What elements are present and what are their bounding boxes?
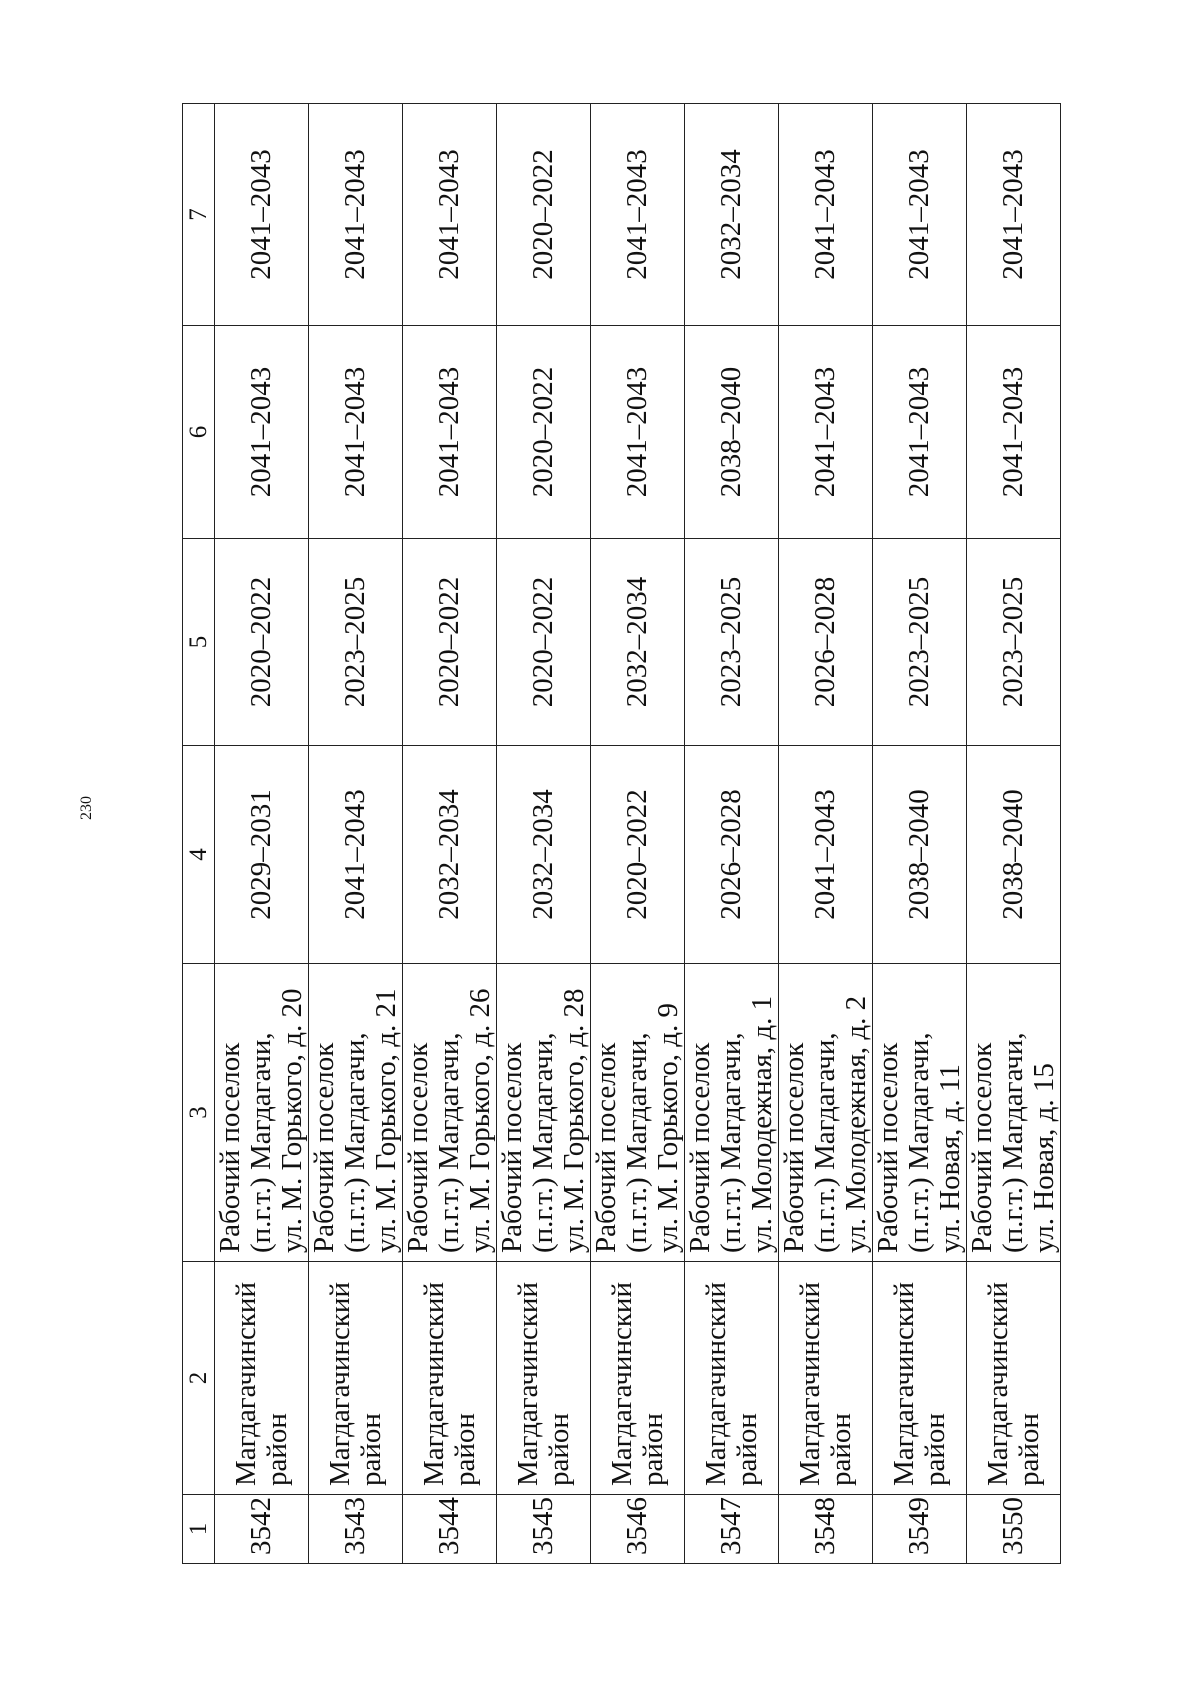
address-settlement: (п.г.т.) Магдагачи, <box>433 1032 465 1253</box>
address-cell <box>685 964 779 1262</box>
period-value: 2041–2043 <box>809 149 841 280</box>
row-number: 3545 <box>527 1497 559 1555</box>
row-number-cell <box>967 1495 1061 1564</box>
address-settlement: (п.г.т.) Магдагачи, <box>621 1032 653 1253</box>
district-name: Магдагачинский <box>981 1282 1014 1486</box>
table-row <box>403 104 497 1564</box>
address-street: ул. Молодежная, д. 1 <box>746 995 778 1253</box>
period-cell-col6 <box>967 326 1061 539</box>
table-row <box>779 104 873 1564</box>
period-value: 2041–2043 <box>339 789 371 920</box>
table-row <box>591 104 685 1564</box>
column-header: 7 <box>183 104 215 326</box>
page-number: 230 <box>78 796 95 820</box>
address-cell <box>779 964 873 1262</box>
row-number-cell <box>215 1495 309 1564</box>
address-cell <box>215 964 309 1262</box>
period-value: 2023–2025 <box>997 576 1029 708</box>
column-header: 4 <box>183 746 215 964</box>
district-type: район <box>918 1413 951 1486</box>
period-value: 2026–2028 <box>715 789 747 920</box>
period-value: 2041–2043 <box>245 366 277 498</box>
period-value: 2023–2025 <box>339 576 371 708</box>
period-cell-col5 <box>309 539 403 746</box>
address-locality: Рабочий поселок <box>966 1042 998 1253</box>
period-cell-col7 <box>309 104 403 326</box>
district-type: район <box>260 1413 293 1486</box>
period-value: 2041–2043 <box>433 366 465 498</box>
period-cell-col7 <box>779 104 873 326</box>
period-value: 2038–2040 <box>903 789 935 920</box>
period-cell-col4 <box>497 746 591 964</box>
table-row <box>873 104 967 1564</box>
period-value: 2041–2043 <box>997 149 1029 280</box>
address-cell <box>591 964 685 1262</box>
period-cell-col4 <box>591 746 685 964</box>
row-number: 3549 <box>903 1497 935 1555</box>
address-street: ул. Молодежная, д. 2 <box>840 995 872 1253</box>
period-value: 2032–2034 <box>433 789 465 920</box>
district-type: район <box>542 1413 575 1486</box>
address-street: ул. М. Горького, д. 28 <box>558 988 590 1253</box>
row-number-cell <box>591 1495 685 1564</box>
address-cell <box>967 964 1061 1262</box>
district-name: Магдагачинский <box>323 1282 356 1486</box>
table-row <box>215 104 309 1564</box>
period-value: 2023–2025 <box>903 576 935 708</box>
row-number: 3543 <box>339 1497 371 1555</box>
period-cell-col6 <box>403 326 497 539</box>
period-value: 2032–2034 <box>715 149 747 280</box>
period-cell-col4 <box>779 746 873 964</box>
column-header: 1 <box>183 1495 215 1564</box>
period-cell-col4 <box>215 746 309 964</box>
period-cell-col4 <box>685 746 779 964</box>
row-number: 3544 <box>433 1497 465 1555</box>
period-value: 2032–2034 <box>527 789 559 920</box>
district-cell <box>497 1262 591 1495</box>
address-street: ул. М. Горького, д. 21 <box>370 988 402 1253</box>
district-name: Магдагачинский <box>699 1282 732 1486</box>
period-value: 2020–2022 <box>433 576 465 708</box>
period-cell-col5 <box>591 539 685 746</box>
address-street: ул. М. Горького, д. 20 <box>276 988 308 1253</box>
period-value: 2020–2022 <box>621 789 653 920</box>
address-cell <box>309 964 403 1262</box>
table-row <box>497 104 591 1564</box>
row-number-cell <box>779 1495 873 1564</box>
address-settlement: (п.г.т.) Магдагачи, <box>997 1032 1029 1253</box>
district-name: Магдагачинский <box>887 1282 920 1486</box>
row-number-cell <box>685 1495 779 1564</box>
address-settlement: (п.г.т.) Магдагачи, <box>715 1032 747 1253</box>
period-cell-col7 <box>967 104 1061 326</box>
period-value: 2038–2040 <box>715 366 747 498</box>
period-value: 2041–2043 <box>809 366 841 498</box>
period-value: 2041–2043 <box>433 149 465 280</box>
period-cell-col4 <box>967 746 1061 964</box>
address-settlement: (п.г.т.) Магдагачи, <box>527 1032 559 1253</box>
table-row <box>967 104 1061 1564</box>
district-type: район <box>448 1413 481 1486</box>
column-header: 2 <box>183 1262 215 1495</box>
district-cell <box>403 1262 497 1495</box>
table-row <box>685 104 779 1564</box>
period-value: 2041–2043 <box>997 366 1029 498</box>
period-value: 2020–2022 <box>527 576 559 708</box>
district-type: район <box>824 1413 857 1486</box>
period-cell-col5 <box>967 539 1061 746</box>
row-number: 3547 <box>715 1497 747 1555</box>
address-street: ул. М. Горького, д. 9 <box>652 1003 684 1253</box>
address-locality: Рабочий поселок <box>214 1042 246 1253</box>
address-cell <box>497 964 591 1262</box>
period-value: 2041–2043 <box>339 366 371 498</box>
period-cell-col7 <box>497 104 591 326</box>
period-cell-col7 <box>215 104 309 326</box>
period-value: 2029–2031 <box>245 789 277 920</box>
district-name: Магдагачинский <box>511 1282 544 1486</box>
period-cell-col6 <box>309 326 403 539</box>
period-value: 2041–2043 <box>621 149 653 280</box>
address-street: ул. Новая, д. 11 <box>934 1064 966 1253</box>
address-settlement: (п.г.т.) Магдагачи, <box>245 1032 277 1253</box>
row-number-cell <box>309 1495 403 1564</box>
period-cell-col4 <box>309 746 403 964</box>
period-cell-col5 <box>497 539 591 746</box>
period-value: 2041–2043 <box>903 149 935 280</box>
district-cell <box>685 1262 779 1495</box>
address-locality: Рабочий поселок <box>872 1042 904 1253</box>
district-cell <box>309 1262 403 1495</box>
address-locality: Рабочий поселок <box>590 1042 622 1253</box>
period-cell-col4 <box>873 746 967 964</box>
period-cell-col6 <box>685 326 779 539</box>
row-number: 3546 <box>621 1497 653 1555</box>
table-body <box>215 104 1061 1564</box>
period-cell-col6 <box>873 326 967 539</box>
period-cell-col5 <box>779 539 873 746</box>
period-cell-col6 <box>591 326 685 539</box>
period-value: 2041–2043 <box>245 149 277 280</box>
address-locality: Рабочий поселок <box>402 1042 434 1253</box>
period-value: 2041–2043 <box>339 149 371 280</box>
district-type: район <box>730 1413 763 1486</box>
address-settlement: (п.г.т.) Магдагачи, <box>903 1032 935 1253</box>
period-cell-col7 <box>403 104 497 326</box>
period-cell-col5 <box>685 539 779 746</box>
period-value: 2032–2034 <box>621 576 653 708</box>
period-value: 2020–2022 <box>245 576 277 708</box>
period-value: 2020–2022 <box>527 149 559 280</box>
address-cell <box>873 964 967 1262</box>
period-value: 2041–2043 <box>903 366 935 498</box>
period-value: 2023–2025 <box>715 576 747 708</box>
column-header: 5 <box>183 539 215 746</box>
address-locality: Рабочий поселок <box>778 1042 810 1253</box>
district-cell <box>591 1262 685 1495</box>
table-rotator <box>182 104 1060 1564</box>
district-type: район <box>636 1413 669 1486</box>
address-locality: Рабочий поселок <box>308 1042 340 1253</box>
district-type: район <box>1012 1413 1045 1486</box>
district-cell <box>873 1262 967 1495</box>
period-value: 2041–2043 <box>621 366 653 498</box>
district-type: район <box>354 1413 387 1486</box>
period-cell-col6 <box>779 326 873 539</box>
period-cell-col5 <box>873 539 967 746</box>
column-number-row <box>183 104 215 1564</box>
row-number-cell <box>497 1495 591 1564</box>
address-cell <box>403 964 497 1262</box>
district-name: Магдагачинский <box>605 1282 638 1486</box>
period-value: 2038–2040 <box>997 789 1029 920</box>
row-number: 3550 <box>997 1497 1029 1555</box>
period-cell-col7 <box>685 104 779 326</box>
district-cell <box>967 1262 1061 1495</box>
period-cell-col7 <box>873 104 967 326</box>
period-value: 2020–2022 <box>527 366 559 498</box>
row-number-cell <box>873 1495 967 1564</box>
table-row <box>309 104 403 1564</box>
row-number-cell <box>403 1495 497 1564</box>
period-cell-col4 <box>403 746 497 964</box>
column-header: 6 <box>183 326 215 539</box>
address-locality: Рабочий поселок <box>684 1042 716 1253</box>
registry-table <box>182 103 1061 1564</box>
period-value: 2041–2043 <box>809 789 841 920</box>
period-cell-col6 <box>215 326 309 539</box>
period-cell-col5 <box>403 539 497 746</box>
district-name: Магдагачинский <box>417 1282 450 1486</box>
district-cell <box>215 1262 309 1495</box>
period-value: 2026–2028 <box>809 576 841 708</box>
row-number: 3542 <box>245 1497 277 1555</box>
district-name: Магдагачинский <box>793 1282 826 1486</box>
district-name: Магдагачинский <box>229 1282 262 1486</box>
address-street: ул. Новая, д. 15 <box>1028 1063 1060 1253</box>
address-locality: Рабочий поселок <box>496 1042 528 1253</box>
period-cell-col7 <box>591 104 685 326</box>
address-settlement: (п.г.т.) Магдагачи, <box>339 1032 371 1253</box>
period-cell-col5 <box>215 539 309 746</box>
row-number: 3548 <box>809 1497 841 1555</box>
address-street: ул. М. Горького, д. 26 <box>464 988 496 1253</box>
address-settlement: (п.г.т.) Магдагачи, <box>809 1032 841 1253</box>
column-header: 3 <box>183 964 215 1262</box>
period-cell-col6 <box>497 326 591 539</box>
district-cell <box>779 1262 873 1495</box>
